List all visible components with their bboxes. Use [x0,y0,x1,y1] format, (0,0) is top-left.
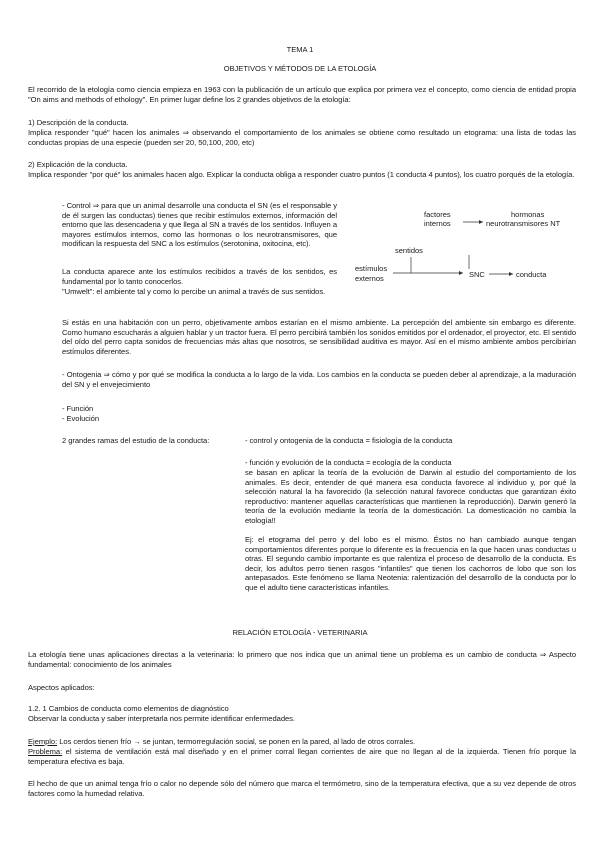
control-paragraph: - Control ⇒ para que un animal desarrolle una conducta el SN (es el responsable y de él surgen las conductas) tienes que recibir estímulos externos, información del entorno que las desencadena y que llega al SN a través de los sentidos. Influyen a mayores estímulos internos, como las hormonas o los neurotransmisores, que modifican la respuesta del SNC a los estímulos (serotonina, oxitocina, etc). [62,201,337,249]
diagram-factores-label: factores [424,210,451,219]
perro-paragraph: Si estás en una habitación con un perro, objetivamente ambos estarían en el mismo ambiente. La percepción del ambiente sin embargo es diferente. Como humano escucharás a alguien hablar y un tractor fuera. El perro percibirá también los sonidos emitidos por el ordenador, el proyector, etc. El sentido del oído del perro capta sonidos de frecuencias más altas que nosotros, se sensibilidad auditiva es mayor. Así en el mismo ambiente ambos percibirían estímulos diferentes. [62,318,576,356]
objective-1-body: Implica responder "qué" hacen los animales ⇒ observando el comportamiento de los animales se obtiene como resultado un etograma: una lista de todas las conductas propias de una especie (pueden ser 20, 50,100, 200, etc) [28,128,576,147]
rama-fisiologia: - control y ontogenia de la conducta = fisiología de la conducta [245,436,453,445]
diagram-conducta-label: conducta [516,270,547,279]
relacion-paragraph: La etología tiene unas aplicaciones directas a la veterinaria: lo primero que nos indica que un animal tiene un problema es un cambio de conducta ⇒ Aspecto fundamental: conocimiento de los animales [28,650,576,669]
diagram-neurotransmisores-label: neurotransmisores NT [486,219,561,228]
diagram-externos-label: externos [355,274,384,283]
ejemplo-label: Ejemplo: [28,737,58,746]
problema-paragraph [28,747,576,766]
list-funcion: - Función [62,404,94,413]
subsection-heading: 1.2. 1 Cambios de conducta como elementos de diagnóstico [28,704,229,713]
subsection-body: Observar la conducta y saber interpretarla nos permite identificar enfermedades. [28,714,295,723]
diagram-arrowhead-estimulos [459,271,463,275]
diagram-hormonas-label: hormonas [511,210,545,219]
diagram-estimulos-label: estímulos [355,264,388,273]
diagram-snc-label: SNC [469,270,485,279]
ejemplo-body: Los cerdos tienen frío → se juntan, termorregulación social, se ponen en la pared, al lado de otros corrales. [57,737,416,746]
final-paragraph: El hecho de que un animal tenga frío o calor no depende sólo del número que marca el termómetro, sino de la temperatura efectiva, que a su vez depende de otros factores como la humedad relativa. [28,779,576,798]
diagram-arrowhead-snc [509,272,513,276]
objective-1-heading: 1) Descripción de la conducta. [28,118,129,127]
objective-2-heading: 2) Explicación de la conducta. [28,160,128,169]
problema-body: el sistema de ventilación está mal diseñado y en el primer corral llegan corrientes de aire que no llegan al de la izquierda. Tienen frío porque la temperatura efectiva es baja. [28,747,576,766]
control-senses-paragraph: La conducta aparece ante los estímulos recibidos a través de los sentidos, es fundamental por lo tanto conocerlos. [62,267,337,286]
rama-ecologia: - función y evolución de la conducta = ecología de la conducta [245,458,452,467]
list-evolucion: - Evolución [62,414,100,423]
rama-ecologia-body: se basan en aplicar la teoría de la evolución de Darwin al estudio del comportamiento de los animales. Es decir, entender de qué manera esa conducta favorece al individuo y, por qué la selección natural la ha favorecido (la selección natural favorece conductas que garantizan éxito reproductivo: mantener aquellas características que mantienen la reproducción). Darwin generó la teoría de la evolución mediante la teoría de la domesticación. La domesticación no cambia la etología!! [245,468,576,525]
ontogenia-paragraph: - Ontogenia ⇒ cómo y por qué se modifica la conducta a lo largo de la vida. Los cambios en la conducta se pueden deber al aprendizaje, a la maduración del SN y el envejecimiento [62,370,576,389]
objective-2-body: Implica responder "por qué" los animales hacen algo. Explicar la conducta obliga a responder cuatro puntos (1 conducta 4 puntos), los cuatro porqués de la etología. [28,170,575,179]
ejemplo-perro-lobo: Ej: el etograma del perro y del lobo es el mismo. Éstos no han cambiado aunque tengan comportamientos diferentes porque lo diferente es la frecuencia en la que hacen unas conductas u otras. El segundo cambio importante es que ralentiza el proceso de desarrollo de la conducta. Es decir, los adultos perro tienen rasgos "infantiles" que tienen los cachorros de lobo que son los antepasados. Este fenómeno se llama Neotenia: ralentización del desarrollo de la conducta por lo que el adulto tiene características infantiles. [245,535,576,592]
section-title-relacion: RELACIÓN ETOLOGÍA - VETERINARIA [232,628,368,637]
control-diagram [345,205,575,285]
problema-label: Problema: [28,747,63,756]
diagram-sentidos-label: sentidos [395,246,423,255]
ejemplo-paragraph [28,737,576,747]
diagram-arrowhead-factores [479,220,483,224]
tema-label: TEMA 1 [286,45,314,54]
umwelt-paragraph: "Umwelt": el ambiente tal y como lo percibe un animal a través de sus sentidos. [62,287,326,296]
aspectos-heading: Aspectos aplicados: [28,683,95,692]
intro-paragraph: El recorrido de la etología como ciencia empieza en 1963 con la publicación de un artículo que explica por primera vez el concepto, como ciencia de entidad propia "On aims and methods of ethology". En primer lugar define los 2 grandes objetivos de la etología: [28,85,576,104]
page-title: OBJETIVOS Y MÉTODOS DE LA ETOLOGÍA [223,64,377,73]
diagram-internos-label: internos [424,219,451,228]
ramas-label: 2 grandes ramas del estudio de la conducta: [62,436,210,445]
